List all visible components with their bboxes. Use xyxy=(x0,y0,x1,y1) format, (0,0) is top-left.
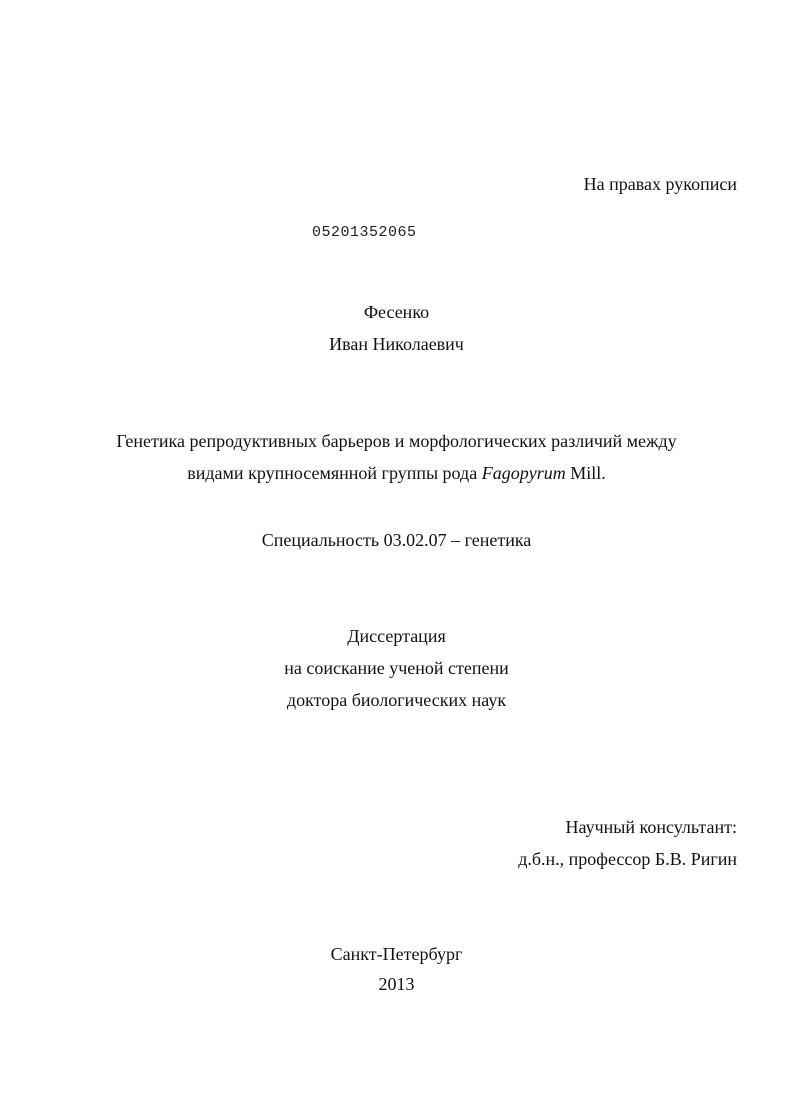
degree-line-3: доктора биологических наук xyxy=(286,690,507,710)
year: 2013 xyxy=(378,974,415,994)
genus-name: Fagopyrum xyxy=(481,463,566,483)
degree-line-2: на соискание ученой степени xyxy=(284,658,509,678)
dissertation-title-line-1: Генетика репродуктивных барьеров и морфологических различий между xyxy=(116,431,677,451)
rights-notice: На правах рукописи xyxy=(583,174,737,194)
author-given-names: Иван Николаевич xyxy=(329,334,464,354)
author-surname: Фесенко xyxy=(363,302,430,322)
city: Санкт-Петербург xyxy=(330,944,463,964)
dissertation-title-line-2 xyxy=(0,462,793,484)
title-line-2-prefix: видами крупносемянной группы рода xyxy=(187,463,482,483)
degree-line-1: Диссертация xyxy=(347,626,446,646)
specialty: Специальность 03.02.07 – генетика xyxy=(261,530,532,550)
consultant-label: Научный консультант: xyxy=(565,817,737,837)
consultant-name: д.б.н., профессор Б.В. Ригин xyxy=(518,849,737,869)
title-line-2-suffix: Mill. xyxy=(565,463,606,483)
registry-number: 05201352065 xyxy=(312,224,417,241)
